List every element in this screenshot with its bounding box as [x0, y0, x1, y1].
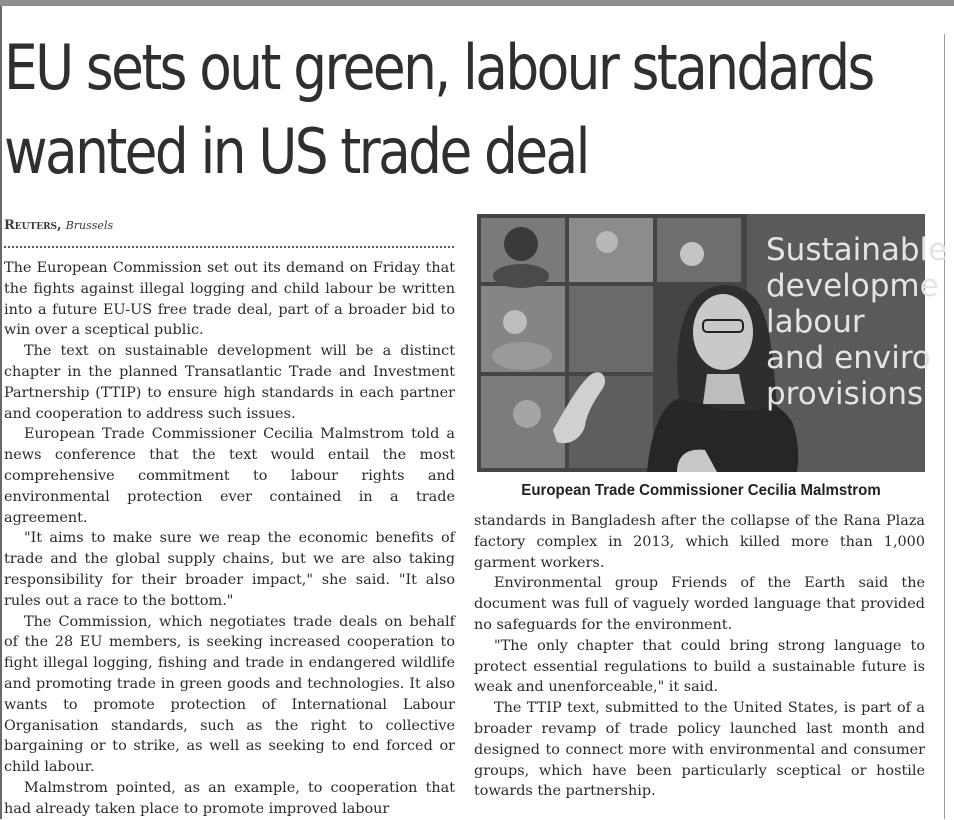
paragraph: "It aims to make sure we reap the economic benefits of trade and the global supply chains, but we are also taking responsibility for their broader impact," she said. "It also rules out a race to the bottom."	[4, 530, 455, 609]
screen-text-line: and enviro	[766, 340, 931, 376]
paragraph: The TTIP text, submitted to the United States, is part of a broader revamp of trade policy launched last month and designed to connect more with environmental and consumer groups, which have been particularly sceptical or hostile towards the partnership.	[474, 700, 925, 800]
byline	[4, 218, 454, 234]
article-column-right	[474, 511, 925, 802]
paragraph: Environmental group Friends of the Earth said the document was full of vaguely worded language that provided no safeguards for the environment.	[474, 575, 925, 633]
news-photo	[477, 214, 948, 472]
article-column-left	[4, 258, 455, 820]
left-column-rule	[0, 6, 2, 819]
paragraph: The text on sustainable development will be a distinct chapter in the planned Transatlantic Trade and Investment Partnership (TTIP) to ensure high standards in each partner and cooperation to address such issues.	[4, 343, 455, 422]
screen-text-line: labour	[766, 304, 865, 340]
paragraph: Malmstrom pointed, as an example, to cooperation that had already taken place to promote improved labour	[4, 779, 455, 817]
headline	[4, 26, 873, 194]
headline-line-2: wanted in US trade deal	[4, 115, 588, 188]
screen-text	[766, 232, 947, 412]
photo-caption: European Trade Commissioner Cecilia Malmstrom	[521, 482, 881, 499]
paragraph: "The only chapter that could bring strong language to protect essential regulations to build a sustainable future is weak and unenforceable," it said.	[474, 637, 925, 696]
byline-agency: Reuters,	[4, 218, 62, 233]
screen-text-line: Sustainable	[766, 232, 948, 268]
paragraph: standards in Bangladesh after the collapse of the Rana Plaza factory complex in 2013, which killed more than 1,000 garment workers.	[474, 513, 925, 571]
byline-dateline: Brussels	[65, 219, 114, 232]
paragraph: European Trade Commissioner Cecilia Malmstrom told a news conference that the text would entail the most comprehensive commitment to labour rights and environmental protection ever contained in a trade agreement.	[4, 426, 455, 526]
right-column-rule	[944, 34, 945, 819]
dotted-divider	[4, 246, 454, 248]
screen-text-line: developme	[766, 268, 939, 304]
paragraph: The European Commission set out its demand on Friday that the fights against illegal logging and child labour be written into a future EU-US free trade deal, part of a broader bid to win over a sceptical public.	[4, 260, 455, 339]
paragraph: The Commission, which negotiates trade deals on behalf of the 28 EU members, is seeking increased cooperation to fight illegal logging, fishing and trade in endangered wildlife and promoting trade in green goods and technologies. It also wants to promote protection of International Labour Organisation standards, such as the right to collective bargaining or to strike, as well as seeking to end forced or child labour.	[4, 613, 455, 776]
top-rule	[0, 0, 954, 6]
screen-text-line: provisions	[766, 376, 924, 412]
headline-line-1: EU sets out green, labour standards	[4, 31, 873, 104]
